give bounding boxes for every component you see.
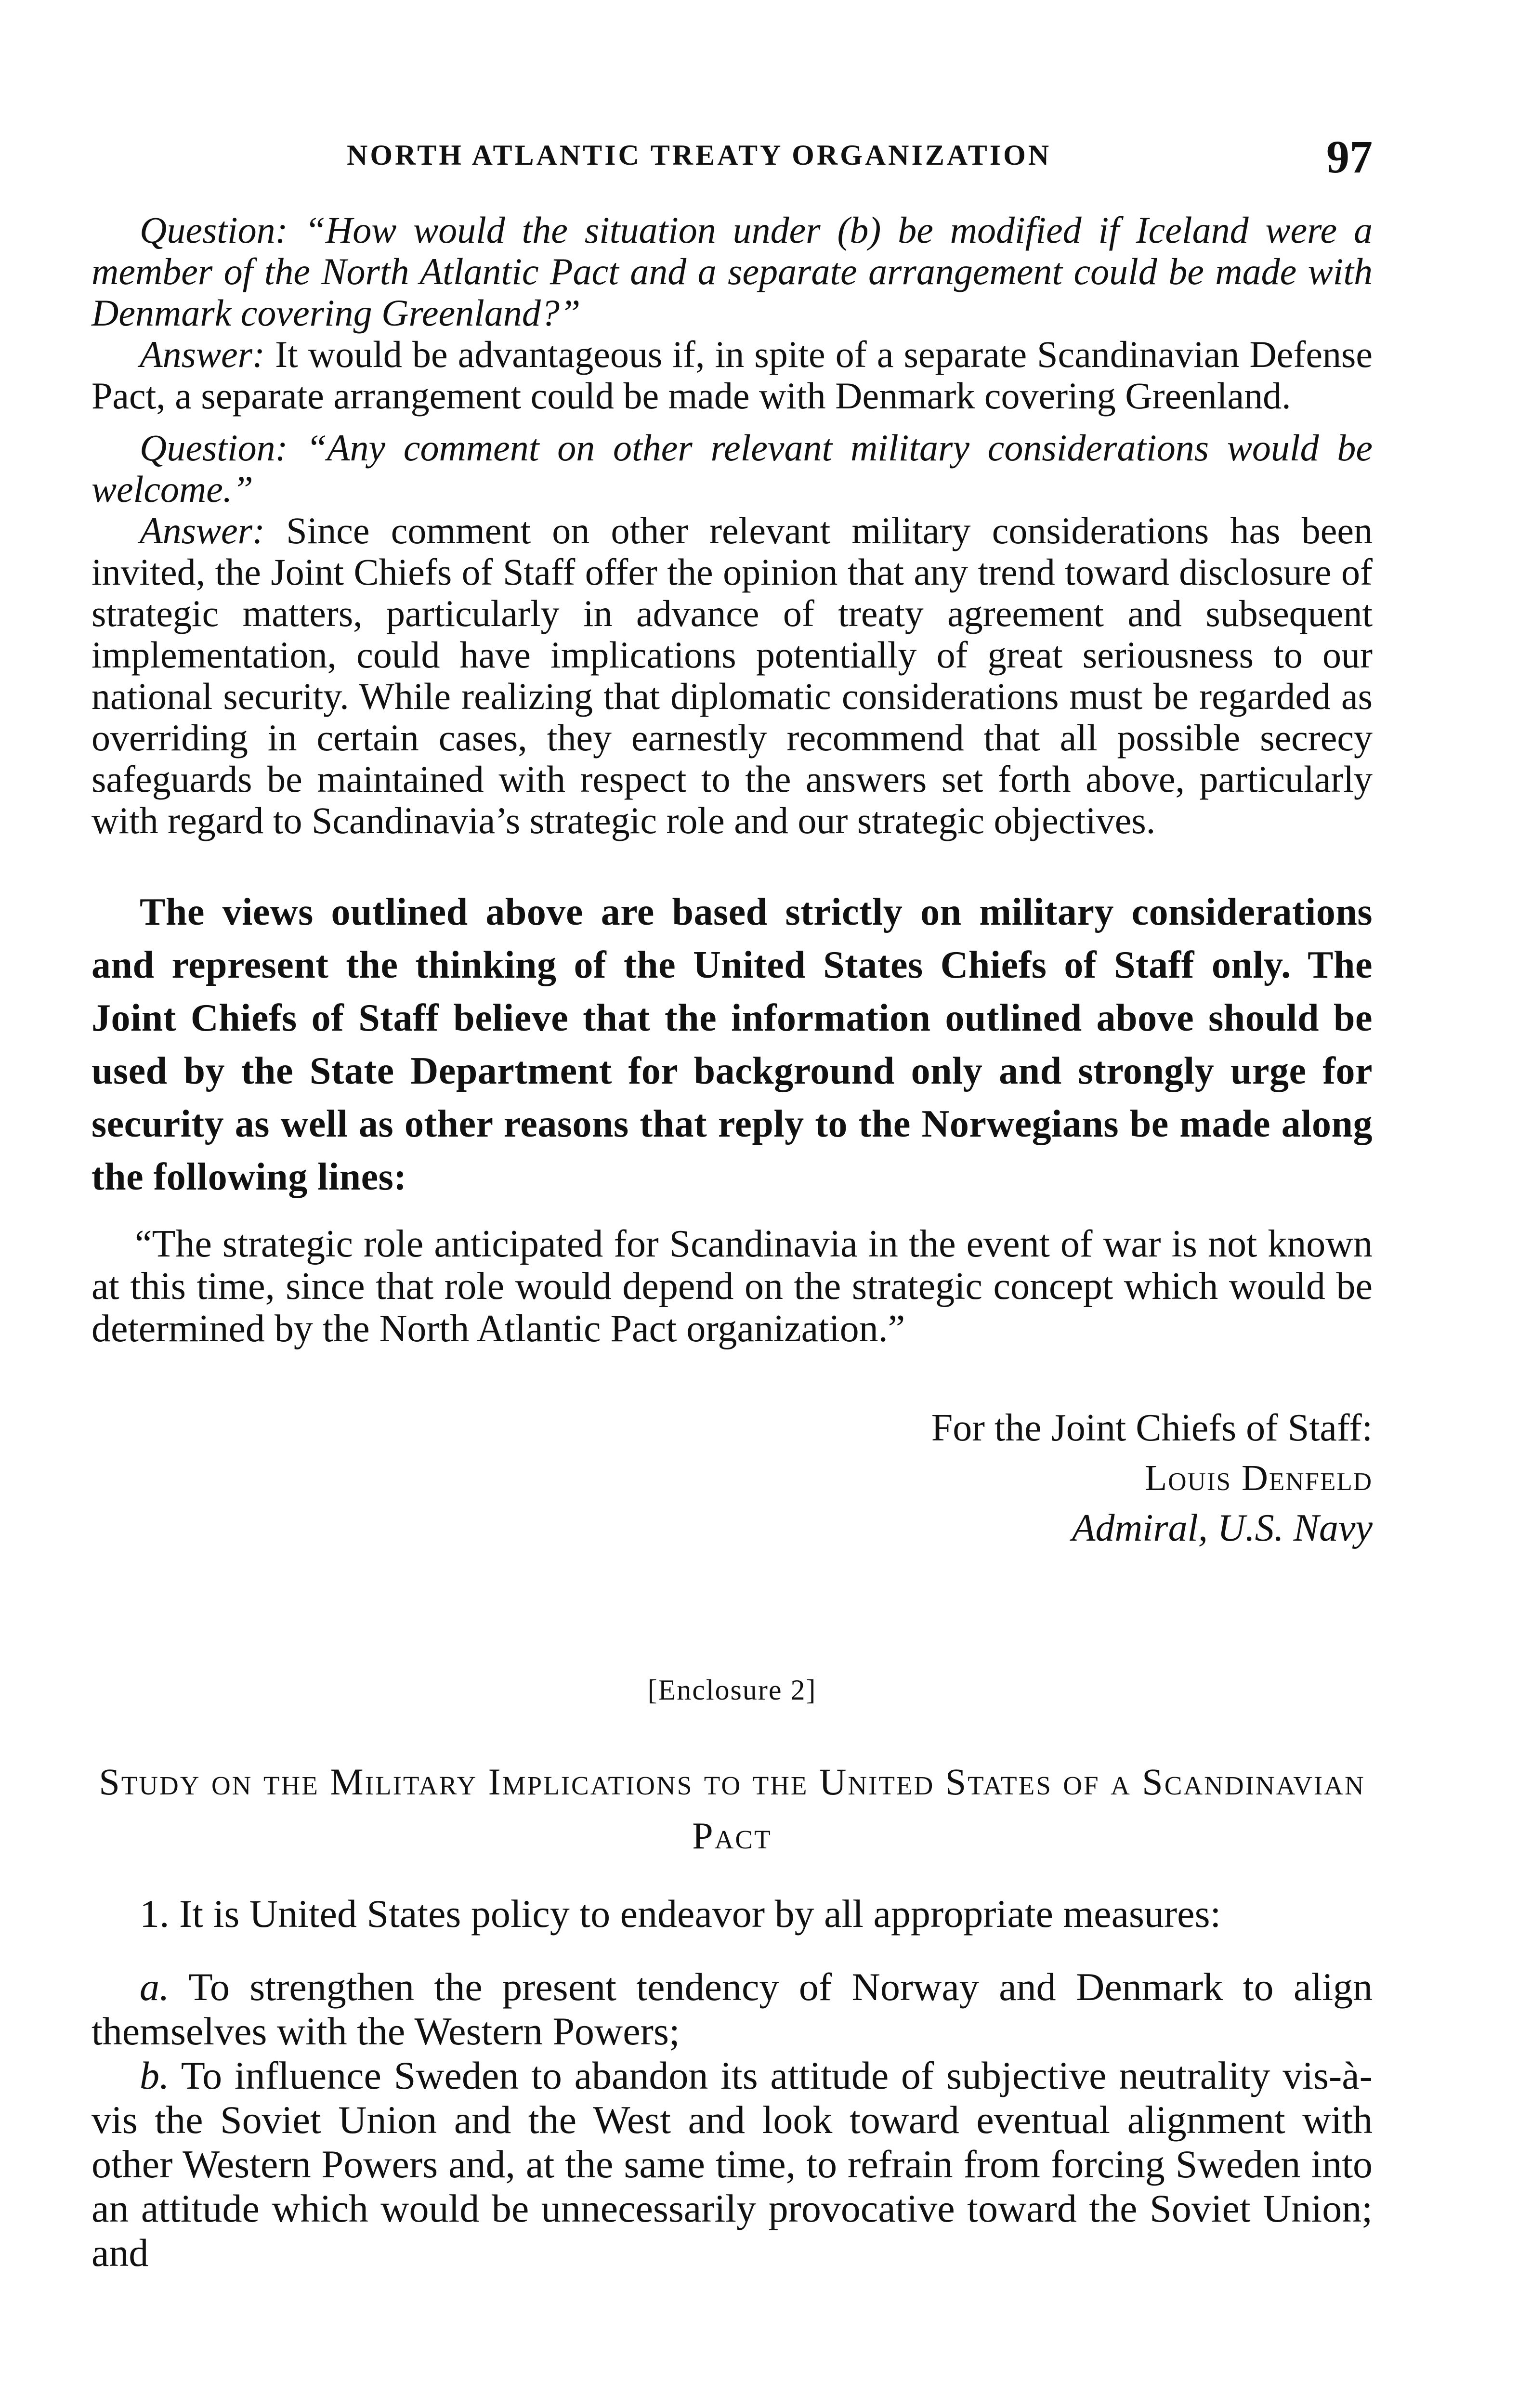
signature-name: Louis Denfeld — [1144, 1458, 1373, 1498]
study-item-a — [92, 1965, 1373, 2054]
views-paragraph: The views outlined above are based strictly on military considerations and represent the thinking of the United States Chiefs of Staff only. The Joint Chiefs of Staff believe that the information outlined above should be used by the State Department for background only and strongly urge for security as well as other reasons that reply to the Norwegians be made along the following lines: — [92, 891, 1373, 1198]
answer-text: It would be advantageous if, in spite of a separate Scandinavian Defense Pact, a separate arrangement could be made with Denmark covering Greenland. — [92, 333, 1373, 417]
answer-label: Answer: — [140, 333, 265, 375]
question-text: “Any comment on other relevant military considerations would be welcome.” — [92, 427, 1373, 510]
question-text: “How would the situation under (b) be modified if Iceland were a member of the North Atlantic Pact and a separate arrangement could be made with Denmark covering Greenland?” — [92, 209, 1373, 334]
study-item-b — [92, 2054, 1373, 2275]
study-intro: 1. It is United States policy to endeavor by all appropriate measures: — [140, 1892, 1221, 1936]
item-text: To strengthen the present tendency of Norway and Denmark to align themselves with the Western Powers; — [92, 1965, 1373, 2053]
block-quote: “The strategic role anticipated for Scandinavia in the event of war is not known at this time, since that role would depend on the strategic concept which would be determined by the North Atlantic Pact organization.” — [92, 1223, 1373, 1350]
item-marker: a. — [140, 1965, 170, 2009]
signature-title: Admiral, U.S. Navy — [1072, 1507, 1373, 1549]
enclosure-label: [Enclosure 2] — [647, 1674, 817, 1706]
signature-block — [92, 1403, 1373, 1553]
signature-for-line: For the Joint Chiefs of Staff: — [931, 1407, 1373, 1449]
question-label: Question: — [140, 427, 288, 469]
page-header — [337, 130, 1373, 183]
item-text: To influence Sweden to abandon its attitude of subjective neutrality vis-à-vis the Soviet Union and the West and look toward eventual alignment with other Western Powers and, at the same time, to refrain from forcing Sweden into an attitude which would be unnecessarily provocative toward the Soviet Union; and — [92, 2054, 1373, 2275]
question-2 — [92, 427, 1373, 510]
question-1 — [92, 209, 1373, 334]
page-body — [92, 209, 1373, 2275]
answer-text: Since comment on other relevant military considerations has been invited, the Joint Chiefs of Staff offer the opinion that any trend toward disclosure of strategic matters, particularly in advance of treaty agreement and subsequent implementation, could have implications potentially of great seriousness to our national security. While realizing that diplomatic considerations must be regarded as overriding in certain cases, they earnestly recommend that all possible secrecy safeguards be maintained with respect to the answers set forth above, particularly with regard to Scandinavia’s strategic role and our strategic objectives. — [92, 510, 1373, 841]
study-title: Study on the Military Implications to the United States of a Scandinavian Pact — [99, 1761, 1365, 1857]
answer-1 — [92, 334, 1373, 417]
running-title: NORTH ATLANTIC TREATY ORGANIZATION — [347, 139, 1052, 171]
question-label: Question: — [140, 209, 288, 251]
answer-label: Answer: — [140, 510, 265, 551]
answer-2 — [92, 510, 1373, 841]
page-number: 97 — [1326, 131, 1373, 183]
item-marker: b. — [140, 2054, 170, 2097]
